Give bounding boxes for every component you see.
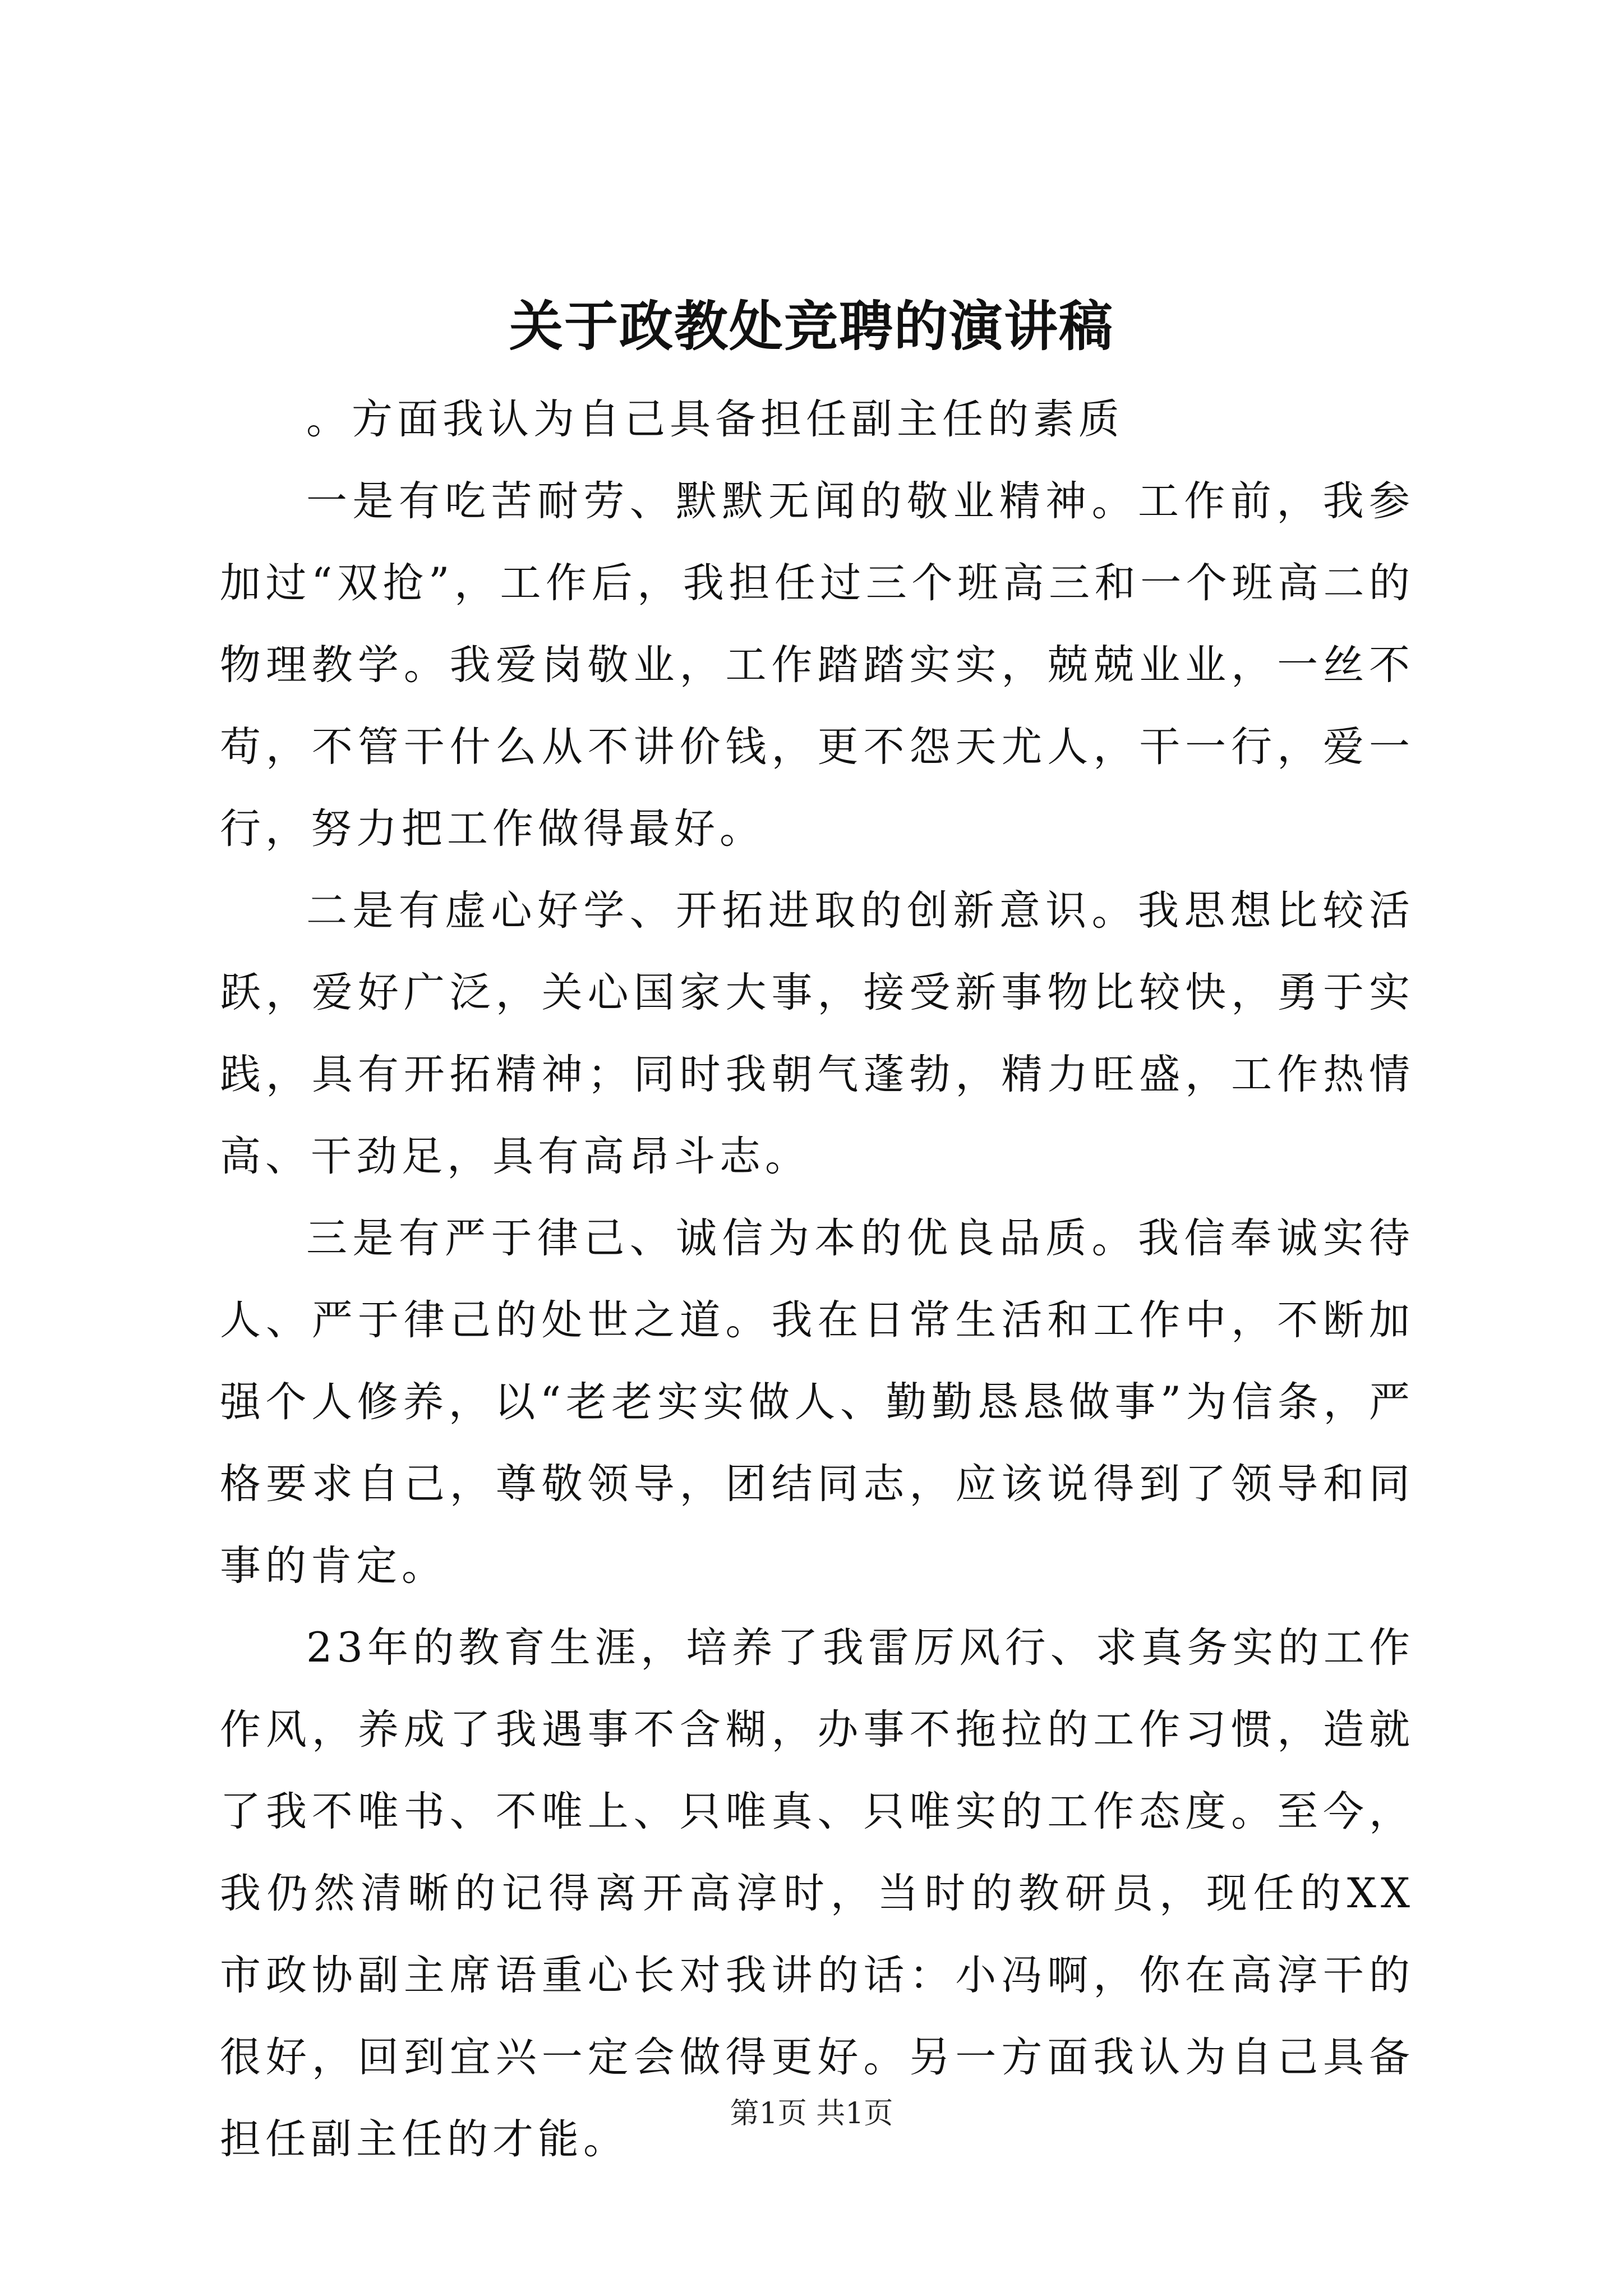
- paragraph: 一是有吃苦耐劳、默默无闻的敬业精神。工作前，我参加过“双抢”，工作后，我担任过三个班高三和一个班高二的物理教学。我爱岗敬业，工作踏踏实实，兢兢业业，一丝不苟，不管干什么从不讲价钱，更不怨天尤人，干一行，爱一行，努力把工作做得最好。: [220, 477, 1414, 853]
- paragraph: 二是有虚心好学、开拓进取的创新意识。我思想比较活跃，爱好广泛，关心国家大事，接受新事物比较快，勇于实践，具有开拓精神；同时我朝气蓬勃，精力旺盛，工作热情高、干劲足，具有高昂斗志。: [220, 887, 1414, 1180]
- paragraph: 。方面我认为自己具备担任副主任的素质: [306, 395, 1124, 443]
- paragraph: 三是有严于律己、诚信为本的优良品质。我信奉诚实待人、严于律己的处世之道。我在日常生活和工作中，不断加强个人修养，以“老老实实做人、勤勤恳恳做事”为信条，严格要求自己，尊敬领导，团结同志，应该说得到了领导和同事的肯定。: [220, 1214, 1414, 1590]
- document-title: 关于政教处竞聘的演讲稿: [509, 295, 1114, 358]
- document-body: [220, 379, 1414, 2180]
- paragraph: 23年的教育生涯，培养了我雷厉风行、求真务实的工作作风，养成了我遇事不含糊，办事不拖拉的工作习惯，造就了我不唯书、不唯上、只唯真、只唯实的工作态度。至今，我仍然清晰的记得离开高淳时，当时的教研员，现任的XX市政协副主席语重心长对我讲的话：小冯啊，你在高淳干的很好，回到宜兴一定会做得更好。另一方面我认为自己具备担任副主任的才能。: [220, 1624, 1414, 2163]
- page-number-footer: 第1页 共1页: [730, 2097, 893, 2131]
